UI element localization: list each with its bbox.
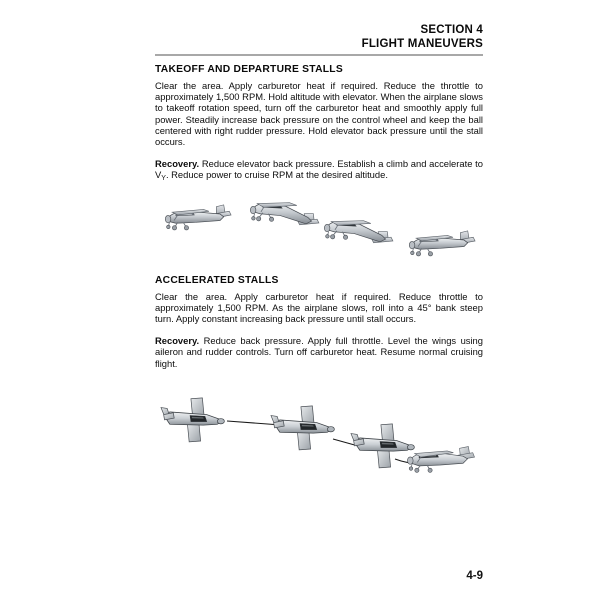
page-number: 4-9: [466, 570, 483, 582]
recovery-text-accelerated: Reduce back pressure. Apply full throttle. Level the wings using aileron and rudder controls. Turn off carburetor heat. Resume normal cruising flight.: [155, 335, 483, 369]
recovery-text-takeoff-part2: . Reduce power to cruise RPM at the desired altitude.: [165, 169, 388, 181]
aircraft-stage-1: [161, 398, 224, 442]
v-speed-vy: [155, 169, 166, 183]
aircraft-stage-2: [271, 406, 334, 450]
v-speed-base: V: [155, 169, 162, 181]
aircraft-stage-4: [407, 446, 474, 472]
section-body-takeoff-procedure: Clear the area. Apply carburetor heat if required. Reduce the throttle to approximately 1,500 RPM. Hold altitude with elevator. When the airplane slows to takeoff rotation speed, turn off the carburetor heat and smoothly apply full power. Steadily increase back pressure on the control wheel and keep the ball centered with right rudder pressure. Hold elevator back pressure until the stall occurs.: [155, 80, 483, 148]
figure-accelerated-stall-sequence: [155, 387, 483, 487]
page-header: [155, 24, 483, 51]
recovery-lead-accelerated: Recovery.: [155, 335, 200, 347]
aircraft-stage-2: [250, 202, 319, 224]
section-heading-accelerated-stalls: ACCELERATED STALLS: [155, 274, 279, 286]
section-body-takeoff-recovery: [155, 158, 483, 182]
aircraft-stage-3: [324, 220, 393, 242]
header-section-label: SECTION 4: [420, 24, 483, 36]
section-body-accelerated-recovery: [155, 335, 483, 369]
section-body-accelerated-procedure: Clear the area. Apply carburetor heat if required. Reduce throttle to approximately 1,500 RPM. As the airplane slows, roll into a 45° bank steep turn. Apply constant increasing back pressure until stall occurs.: [155, 290, 483, 325]
aircraft-stage-4: [409, 230, 475, 255]
header-section-title: FLIGHT MANEUVERS: [361, 37, 483, 50]
v-speed-subscript: Y: [161, 175, 166, 183]
figure-takeoff-and-departure-stall-sequence: [155, 197, 483, 275]
section-heading-takeoff-and-departure-stalls: TAKEOFF AND DEPARTURE STALLS: [155, 64, 343, 75]
recovery-lead-takeoff: Recovery.: [155, 158, 200, 170]
page-footer: [155, 566, 483, 584]
page-content: [155, 64, 483, 487]
recovery-text-takeoff-part1: Reduce elevator back pressure. Establish a climb and accelerate to: [199, 158, 483, 170]
aircraft-stage-3: [351, 424, 414, 468]
header-rule: [155, 54, 483, 56]
aircraft-stage-1: [165, 204, 231, 229]
